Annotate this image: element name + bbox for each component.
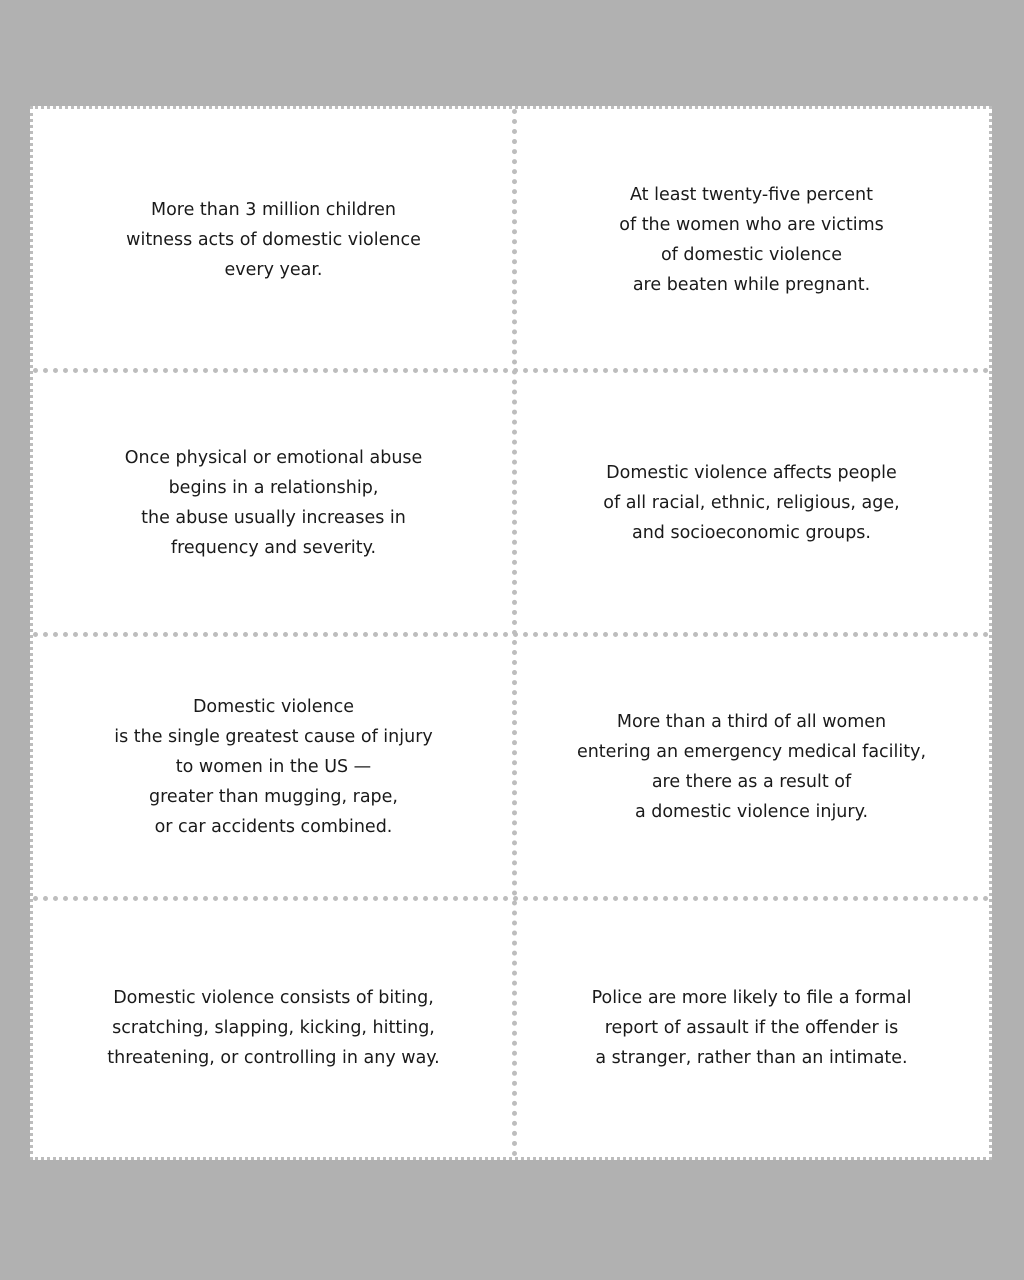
fact-card-text: At least twenty-five percent of the women who are victims of domestic violence are beaten while pregnant.: [619, 185, 884, 295]
fact-card-text: Once physical or emotional abuse begins in a relationship, the abuse usually increases in frequency and severity.: [124, 448, 423, 558]
fact-card-greatest-cause-of-injury: [33, 635, 514, 899]
fact-card-affects-all-groups: [514, 371, 989, 635]
fact-card-abuse-escalation: [33, 371, 514, 635]
fact-card-pregnant-victims: [514, 109, 989, 371]
fact-card-text: Police are more likely to file a formal report of assault if the offender is a stranger, rather than an intimate.: [591, 988, 912, 1068]
fact-card-emergency-facility: [514, 635, 989, 899]
fact-card-text: Domestic violence affects people of all racial, ethnic, religious, age, and socioeconomic groups.: [603, 463, 900, 543]
fact-card-text: Domestic violence consists of biting, scratching, slapping, kicking, hitting, threatening, or controlling in any way.: [107, 988, 440, 1068]
fact-card-text: More than 3 million children witness acts of domestic violence every year.: [126, 200, 421, 280]
fact-card-police-reports: [514, 899, 989, 1157]
fact-card-forms-of-violence: [33, 899, 514, 1157]
fact-card-text: Domestic violence is the single greatest cause of injury to women in the US — greater than mugging, rape, or car accidents combined.: [114, 697, 433, 837]
cut-out-card-sheet: [30, 106, 992, 1160]
fact-card-text: More than a third of all women entering an emergency medical facility, are there as a result of a domestic violence injury.: [576, 712, 927, 822]
fact-card-children-witness: [33, 109, 514, 371]
